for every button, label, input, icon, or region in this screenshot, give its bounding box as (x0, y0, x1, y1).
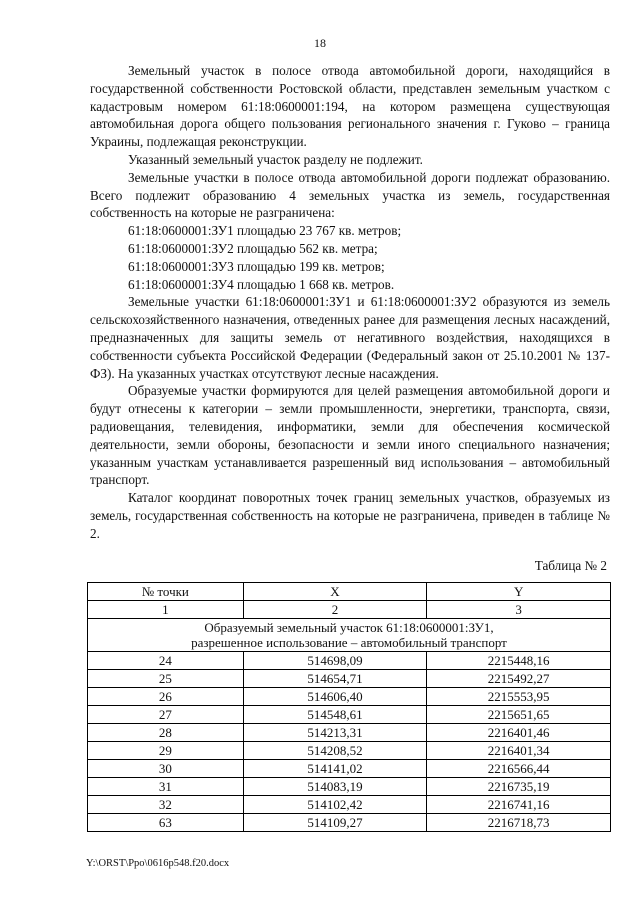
header-point-number: № точки (88, 583, 244, 601)
column-number-3: 3 (427, 601, 611, 619)
cell-y: 2216401,46 (427, 724, 611, 742)
cell-x: 514208,52 (243, 742, 427, 760)
cell-y: 2216741,16 (427, 796, 611, 814)
cell-x: 514606,40 (243, 688, 427, 706)
cell-y: 2216718,73 (427, 814, 611, 832)
header-y: Y (427, 583, 611, 601)
table-row (88, 796, 611, 814)
table-row (88, 670, 611, 688)
cell-x: 514141,02 (243, 760, 427, 778)
cell-point-number: 24 (88, 652, 244, 670)
column-number-1: 1 (88, 601, 244, 619)
cell-x: 514102,42 (243, 796, 427, 814)
cell-x: 514654,71 (243, 670, 427, 688)
list-item: 61:18:0600001:ЗУ1 площадью 23 767 кв. метров; (128, 223, 402, 239)
cell-y: 2216401,34 (427, 742, 611, 760)
table-row (88, 688, 611, 706)
column-number-2: 2 (243, 601, 427, 619)
cell-x: 514109,27 (243, 814, 427, 832)
cell-point-number: 32 (88, 796, 244, 814)
cell-point-number: 63 (88, 814, 244, 832)
cell-point-number: 27 (88, 706, 244, 724)
paragraph: Каталог координат поворотных точек границ земельных участков, образуемых из земель, государственная собственность на которые не разграничена, приведен в таблице № 2. (90, 490, 610, 541)
cell-point-number: 31 (88, 778, 244, 796)
cell-y: 2216735,19 (427, 778, 611, 796)
cell-x: 514083,19 (243, 778, 427, 796)
cell-point-number: 26 (88, 688, 244, 706)
column-number-row (88, 601, 611, 619)
paragraph: Образуемые участки формируются для целей размещения автомобильной дороги и будут отнесены к категории – земли промышленности, энергетики, транспорта, связи, радиовещания, телевидения, информатики, земли для обеспечения космической деятельности, земли обороны, безопасности и земли иного специального назначения; указанным участкам устанавливается разрешенный вид использования – автомобильный транспорт. (90, 383, 610, 488)
cell-x: 514698,09 (243, 652, 427, 670)
table-header-row (88, 583, 611, 601)
paragraph: Земельные участки в полосе отвода автомобильной дороги подлежат образованию. Всего подлежит образованию 4 земельных участка из земель, государственная собственность на которые не разграничена: (90, 169, 610, 221)
paragraph: Земельный участок в полосе отвода автомобильной дороги, находящийся в государственной собственности Ростовской области, представлен земельным участком с кадастровым номером 61:18:0600001:194, на котором размещена существующая автомобильная дорога общего пользования регионального значения г. Гуково – граница Украины, подлежащая реконструкции. (90, 63, 610, 150)
cell-y: 2215492,27 (427, 670, 611, 688)
cell-y: 2216566,44 (427, 760, 611, 778)
cell-point-number: 29 (88, 742, 244, 760)
page-number: 18 (314, 36, 326, 50)
table-row (88, 652, 611, 670)
cell-y: 2215553,95 (427, 688, 611, 706)
cell-point-number: 30 (88, 760, 244, 778)
group-title-line1: Образуемый земельный участок 61:18:0600001:ЗУ1, (204, 620, 494, 635)
cell-x: 514213,31 (243, 724, 427, 742)
coordinates-table (87, 582, 611, 832)
file-path-footer: Y:\ORST\Ppo\0616p548.f20.docx (86, 858, 230, 869)
table-row (88, 814, 611, 832)
list-item: 61:18:0600001:ЗУ3 площадью 199 кв. метров; (128, 258, 385, 274)
paragraph: Указанный земельный участок разделу не подлежит. (128, 151, 423, 167)
body-text (90, 62, 610, 543)
group-title (88, 619, 611, 652)
table-row (88, 742, 611, 760)
table-row (88, 760, 611, 778)
table-row (88, 778, 611, 796)
header-x: X (243, 583, 427, 601)
table-row (88, 706, 611, 724)
group-title-line2: разрешенное использование – автомобильный транспорт (191, 635, 507, 650)
list-item: 61:18:0600001:ЗУ2 площадью 562 кв. метра; (128, 240, 378, 256)
cell-y: 2215651,65 (427, 706, 611, 724)
cell-point-number: 25 (88, 670, 244, 688)
cell-x: 514548,61 (243, 706, 427, 724)
paragraph: Земельные участки 61:18:0600001:ЗУ1 и 61:18:0600001:ЗУ2 образуются из земель сельскохозяйственного назначения, отведенных ранее для размещения лесных насаждений, предназначенных для защиты земель от негативного воздействия, находящихся в собственности субъекта Российской Федерации (Федеральный закон от 25.10.2001 № 137-ФЗ). На указанных участках отсутствуют лесные насаждения. (90, 294, 610, 381)
table-row (88, 724, 611, 742)
group-title-row (88, 619, 611, 652)
cell-point-number: 28 (88, 724, 244, 742)
cell-y: 2215448,16 (427, 652, 611, 670)
list-item: 61:18:0600001:ЗУ4 площадью 1 668 кв. метров. (128, 276, 395, 292)
table-caption: Таблица № 2 (534, 558, 607, 573)
